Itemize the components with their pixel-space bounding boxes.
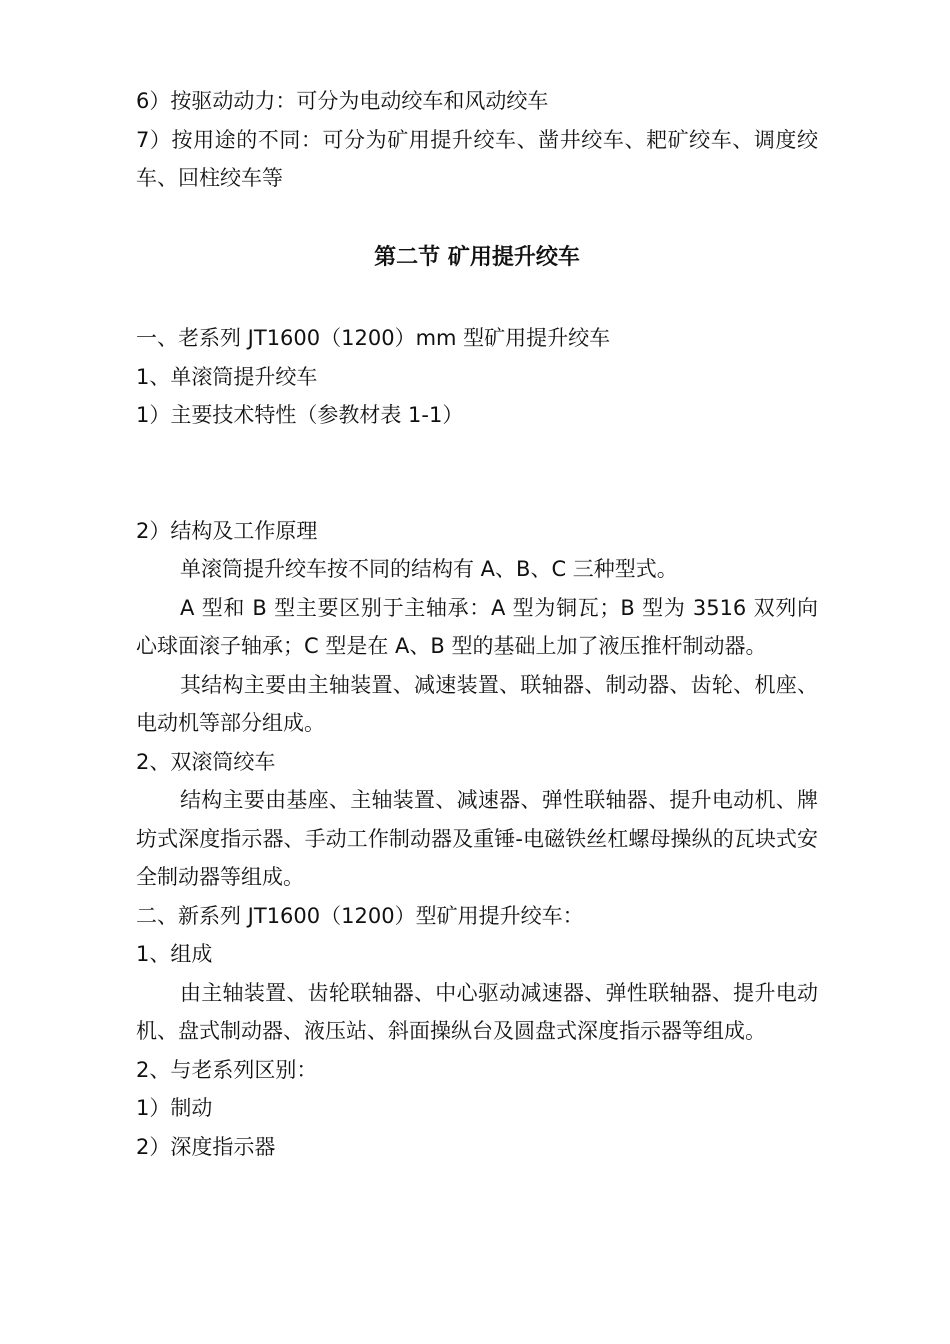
heading-old-series: 一、老系列 JT1600（1200）mm 型矿用提升绞车 <box>136 326 611 350</box>
paragraph-drive-power: 6）按驱动动力：可分为电动绞车和风动绞车 <box>136 89 549 113</box>
section-title: 第二节 矿用提升绞车 <box>374 244 580 270</box>
paragraph-bearing-difference: A 型和 B 型主要区别于主轴承：A 型为铜瓦；B 型为 3516 双列向心球面滚子轴承；C 型是在 A、B 型的基础上加了液压推杆制动器。 <box>136 595 818 658</box>
heading-structure-principle: 2）结构及工作原理 <box>136 518 318 543</box>
paragraph-composition: 其结构主要由主轴装置、减速装置、联轴器、制动器、齿轮、机座、电动机等部分组成。 <box>136 672 818 735</box>
item-depth-indicator: 2）深度指示器 <box>136 1134 276 1159</box>
heading-differences: 2、与老系列区别： <box>136 1057 318 1082</box>
heading-composition: 1、组成 <box>136 942 213 966</box>
heading-single-drum: 1、单滚筒提升绞车 <box>136 364 318 389</box>
paragraph-types: 单滚筒提升绞车按不同的结构有 A、B、C 三种型式。 <box>180 557 678 581</box>
paragraph-new-composition: 由主轴装置、齿轮联轴器、中心驱动减速器、弹性联轴器、提升电动机、盘式制动器、液压站、斜面操纵台及圆盘式深度指示器等组成。 <box>136 980 818 1043</box>
paragraph-usage: 7）按用途的不同：可分为矿用提升绞车、凿井绞车、耙矿绞车、调度绞车、回柱绞车等 <box>136 127 818 190</box>
heading-double-drum: 2、双滚筒绞车 <box>136 749 276 774</box>
spacer <box>136 435 818 512</box>
heading-tech-specs: 1）主要技术特性（参教材表 1-1） <box>136 403 464 427</box>
item-braking: 1）制动 <box>136 1096 213 1120</box>
heading-new-series: 二、新系列 JT1600（1200）型矿用提升绞车： <box>136 903 584 928</box>
paragraph-double-drum-structure: 结构主要由基座、主轴装置、减速器、弹性联轴器、提升电动机、牌坊式深度指示器、手动工作制动器及重锤-电磁铁丝杠螺母操纵的瓦块式安全制动器等组成。 <box>136 788 818 889</box>
document-body <box>136 82 818 1166</box>
